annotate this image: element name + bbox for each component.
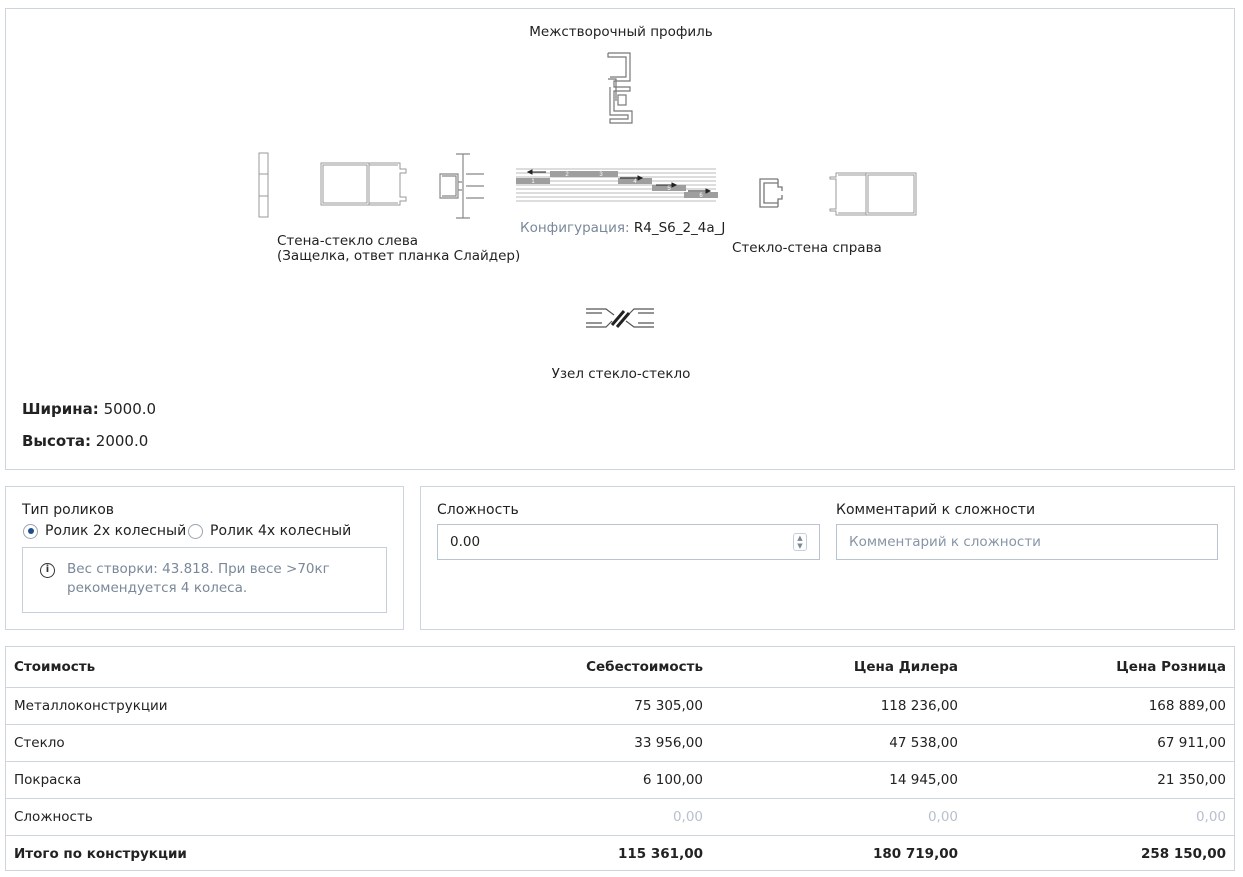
rollers-title: Тип роликов (22, 502, 115, 518)
track-number: 5 (667, 186, 671, 192)
track-number: 4 (633, 179, 637, 185)
radio-unselected-icon[interactable] (188, 524, 203, 539)
latch-profile-icon (436, 152, 488, 220)
total-cost: 115 361,00 (618, 845, 703, 862)
complexity-comment-label: Комментарий к сложности (836, 502, 1036, 518)
complexity-label: Сложность (437, 502, 519, 518)
row-cost: 33 956,00 (511, 724, 711, 761)
height-label: Высота: (22, 432, 92, 450)
table-row (6, 761, 1234, 798)
roller-4-wheel-radio[interactable] (188, 523, 351, 539)
right-frame-icon (828, 171, 920, 217)
width-value: 5000.0 (103, 400, 157, 418)
row-name: Сложность (6, 798, 511, 835)
row-dealer: 0,00 (711, 798, 966, 835)
header-cost-item: Стоимость (6, 647, 511, 687)
weight-info-text: Вес створки: 43.818. При весе >70кг рекомендуется 4 колеса. (67, 561, 330, 596)
cost-table (6, 647, 1234, 872)
header-prime-cost: Себестоимость (511, 647, 711, 687)
roller-4-wheel-label: Ролик 4х колесный (210, 523, 352, 539)
width-row (22, 400, 156, 418)
row-dealer: 47 538,00 (711, 724, 966, 761)
header-dealer-price: Цена Дилера (711, 647, 966, 687)
total-dealer: 180 719,00 (873, 845, 958, 862)
table-row (6, 687, 1234, 724)
row-cost: 0,00 (511, 798, 711, 835)
row-retail: 67 911,00 (966, 724, 1234, 761)
glass-joint-icon (584, 305, 656, 331)
total-retail: 258 150,00 (1141, 845, 1226, 862)
scheme-panel (5, 8, 1235, 470)
right-caption: Стекло-стена справа (732, 240, 882, 256)
row-name: Покраска (6, 761, 511, 798)
roller-2-wheel-label: Ролик 2х колесный (45, 523, 187, 539)
number-spinner-icon[interactable]: ▲ ▼ (793, 533, 807, 551)
total-row (6, 835, 1234, 872)
row-cost: 6 100,00 (511, 761, 711, 798)
cost-table-header (6, 647, 1234, 687)
top-profile-caption: Межстворочный профиль (529, 24, 713, 40)
roller-2-wheel-radio[interactable] (23, 523, 186, 539)
table-row (6, 798, 1234, 835)
track-number: 3 (599, 172, 603, 178)
radio-selected-icon[interactable] (23, 524, 38, 539)
total-name: Итого по конструкции (14, 845, 187, 862)
complexity-comment-input[interactable] (836, 524, 1218, 560)
row-cost: 75 305,00 (511, 687, 711, 724)
wall-profile-icon (256, 152, 270, 218)
complexity-comment-placeholder: Комментарий к сложности (849, 534, 1041, 550)
left-caption: Стена-стекло слева (Защелка, ответ планка Слайдер) (277, 233, 521, 264)
interleaf-profile-icon (604, 51, 638, 125)
config-value: R4_S6_2_4a_J (633, 220, 726, 236)
info-icon: i (40, 563, 55, 578)
row-dealer: 118 236,00 (711, 687, 966, 724)
left-frame-icon (318, 161, 410, 207)
configuration-info (520, 220, 725, 236)
cost-table-panel (5, 646, 1235, 871)
row-name: Стекло (6, 724, 511, 761)
track-number: 2 (565, 172, 569, 178)
right-c-profile-icon (756, 177, 788, 209)
config-label: Конфигурация: (520, 220, 630, 236)
row-retail: 0,00 (966, 798, 1234, 835)
weight-info-box (22, 547, 387, 613)
rollers-panel (5, 486, 404, 630)
row-dealer: 14 945,00 (711, 761, 966, 798)
height-value: 2000.0 (95, 432, 149, 450)
complexity-panel (420, 486, 1235, 630)
header-retail-price: Цена Розница (966, 647, 1234, 687)
track-number: 1 (531, 179, 535, 185)
height-row (22, 432, 148, 450)
row-retail: 21 350,00 (966, 761, 1234, 798)
width-label: Ширина: (22, 400, 99, 418)
track-diagram (516, 167, 718, 203)
table-row (6, 724, 1234, 761)
complexity-value: 0.00 (450, 534, 481, 550)
row-name: Металлоконструкции (6, 687, 511, 724)
track-number: 6 (699, 193, 703, 199)
bottom-caption: Узел стекло-стекло (551, 366, 691, 382)
row-retail: 168 889,00 (966, 687, 1234, 724)
complexity-input[interactable] (437, 524, 820, 560)
